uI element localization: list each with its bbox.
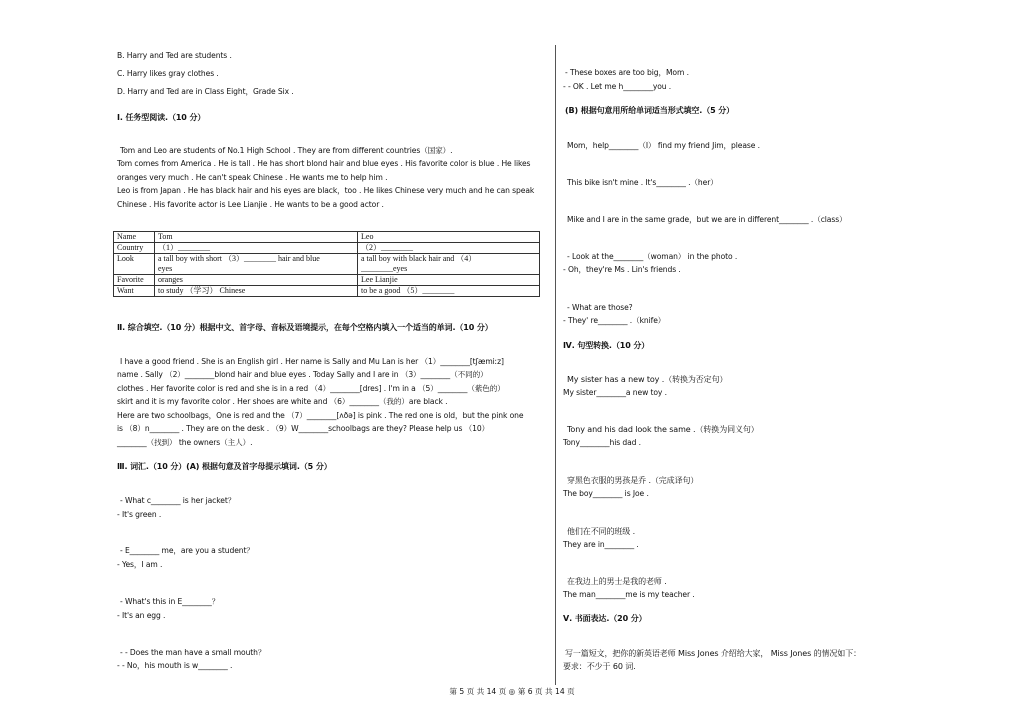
passage-1-line: Tom comes from America . He is tall . He has short blond hair and blue eyes . His favorite color is blue . He likes <box>117 159 531 168</box>
transform-item: My sister________a new toy . <box>563 388 667 397</box>
vocab-question: - What's this in E________？ <box>120 597 220 606</box>
info-table <box>113 231 540 297</box>
column-divider <box>555 45 556 685</box>
fill-item: Mike and I are in the same grade，but we are in different________ .（class） <box>567 215 847 224</box>
passage-2-line: is （8）n________ . They are on the desk . （9）W________schoolbags are they? Please help us （10） <box>117 424 490 433</box>
passage-2-line: skirt and it is my favorite color . Her shoes are white and （6）________（我的）are black . <box>117 397 448 406</box>
table-row <box>114 243 540 254</box>
passage-2-line: Here are two schoolbags，One is red and the （7）________[ʌðə] is pink . The red one is old，but the pink one <box>117 411 524 420</box>
vocab-answer: - Yes，I am . <box>117 560 163 569</box>
table-cell: （1）________ <box>155 243 358 254</box>
page-footer: 第 5 页 共 14 页 ◎ 第 6 页 共 14 页 <box>449 687 575 696</box>
transform-item: They are in________ . <box>563 540 639 549</box>
transform-item: 穿黑色衣服的男孩是乔 .（完成译句） <box>567 476 699 485</box>
table-cell-line: a tall boy with black hair and （4） <box>361 254 477 263</box>
option-c: C. Harry likes gray clothes . <box>117 69 219 78</box>
passage-1-line: Chinese . His favorite actor is Lee Lianjie . He wants to be a good actor . <box>117 200 384 209</box>
writing-instruction: 写一篇短文，把你的新英语老师 Miss Jones 介绍给大家， Miss Jones 的情况如下： <box>565 649 862 658</box>
dialog-question: - These boxes are too big，Mom . <box>565 68 689 77</box>
table-row <box>114 232 540 243</box>
passage-2-line: clothes . Her favorite color is red and she is in a red （4）________[dres] . I'm in a （5）________（紫色的） <box>117 384 505 393</box>
passage-2-line: I have a good friend . She is an English girl . Her name is Sally and Mu Lan is her （1）________[tʃæmiːz] <box>120 357 504 366</box>
passage-2-line: ________（找到） the owners（主人）. <box>117 438 253 447</box>
section-3-title: Ⅲ. 词汇.（10 分）(A) 根据句意及首字母提示填词.（5 分） <box>117 462 332 471</box>
passage-1-line: Tom and Leo are students of No.1 High School . They are from different countries（国家）. <box>120 146 453 155</box>
transform-item: The boy________ is Joe . <box>563 489 649 498</box>
passage-2-line: name . Sally （2）________blond hair and blue eyes . Today Sally and I are in （3）________（不同的） <box>117 370 488 379</box>
table-cell: Leo <box>358 232 540 243</box>
table-cell-line: eyes <box>158 264 173 273</box>
transform-item: My sister has a new toy .（转换为否定句） <box>567 375 728 384</box>
vocab-question: - What c________ is her jacket？ <box>120 496 236 505</box>
fill-item: Mom，help________（I） find my friend Jim，please . <box>567 141 760 150</box>
table-header-cell: Country <box>114 243 155 254</box>
transform-item: Tony and his dad look the same .（转换为同义句） <box>567 425 759 434</box>
section-1-title: Ⅰ. 任务型阅读.（10 分） <box>117 113 206 122</box>
table-header-cell: Favorite <box>114 275 155 286</box>
table-cell-line: a tall boy with short （3）________ hair and blue <box>158 254 320 263</box>
vocab-answer: - - No，his mouth is w________ . <box>117 661 233 670</box>
section-5-title: Ⅴ. 书面表达.（20 分） <box>563 614 647 623</box>
fill-item: - They' re________ .（knife） <box>563 316 666 325</box>
table-cell <box>358 254 540 275</box>
passage-1-line: oranges very much . He can't speak Chinese . He wants me to help him . <box>117 173 388 182</box>
vocab-answer: - It's green . <box>117 510 162 519</box>
table-cell: to study （学习） Chinese <box>155 286 358 297</box>
fill-item: - Look at the________（woman） in the photo . <box>567 252 738 261</box>
transform-item: Tony________his dad . <box>563 438 641 447</box>
fill-item: - What are those? <box>567 303 633 312</box>
vocab-question: - - Does the man have a small mouth？ <box>120 648 266 657</box>
vocab-question: - E________ me，are you a student？ <box>120 546 254 555</box>
writing-requirement: 要求：不少于 60 词. <box>563 662 636 671</box>
vocab-answer: - It's an egg . <box>117 611 166 620</box>
dialog-answer: - - OK . Let me h________you . <box>563 82 672 91</box>
table-cell <box>155 254 358 275</box>
fill-item: - Oh，they're Ms . Lin's friends . <box>563 265 681 274</box>
table-cell: to be a good （5）________ <box>358 286 540 297</box>
table-row <box>114 286 540 297</box>
table-header-cell: Want <box>114 286 155 297</box>
option-d: D. Harry and Ted are in Class Eight，Grade Six . <box>117 87 294 96</box>
section-b-title: (B) 根据句意用所给单词适当形式填空.（5 分） <box>565 106 735 115</box>
section-4-title: Ⅳ. 句型转换.（10 分） <box>563 341 650 350</box>
table-row <box>114 254 540 275</box>
section-2-title: Ⅱ. 综合填空.（10 分）根据中文、首字母、音标及语境提示，在每个空格内填入一个适当的单词.（10 分） <box>117 323 493 332</box>
transform-item: The man________me is my teacher . <box>563 590 695 599</box>
table-header-cell: Look <box>114 254 155 275</box>
passage-1-line: Leo is from Japan . He has black hair and his eyes are black，too . He likes Chinese very much and he can speak <box>117 186 535 195</box>
option-b: B. Harry and Ted are students . <box>117 51 232 60</box>
table-cell: Lee Lianjie <box>358 275 540 286</box>
table-cell-line: ________eyes <box>361 264 408 273</box>
transform-item: 在我边上的男士是我的老师 . <box>567 577 667 586</box>
table-header-cell: Name <box>114 232 155 243</box>
table-row <box>114 275 540 286</box>
table-cell: Tom <box>155 232 358 243</box>
table-cell: （2）________ <box>358 243 540 254</box>
transform-item: 他们在不同的班级 . <box>567 527 636 536</box>
table-cell: oranges <box>155 275 358 286</box>
fill-item: This bike isn't mine . It's________ .（her） <box>567 178 718 187</box>
